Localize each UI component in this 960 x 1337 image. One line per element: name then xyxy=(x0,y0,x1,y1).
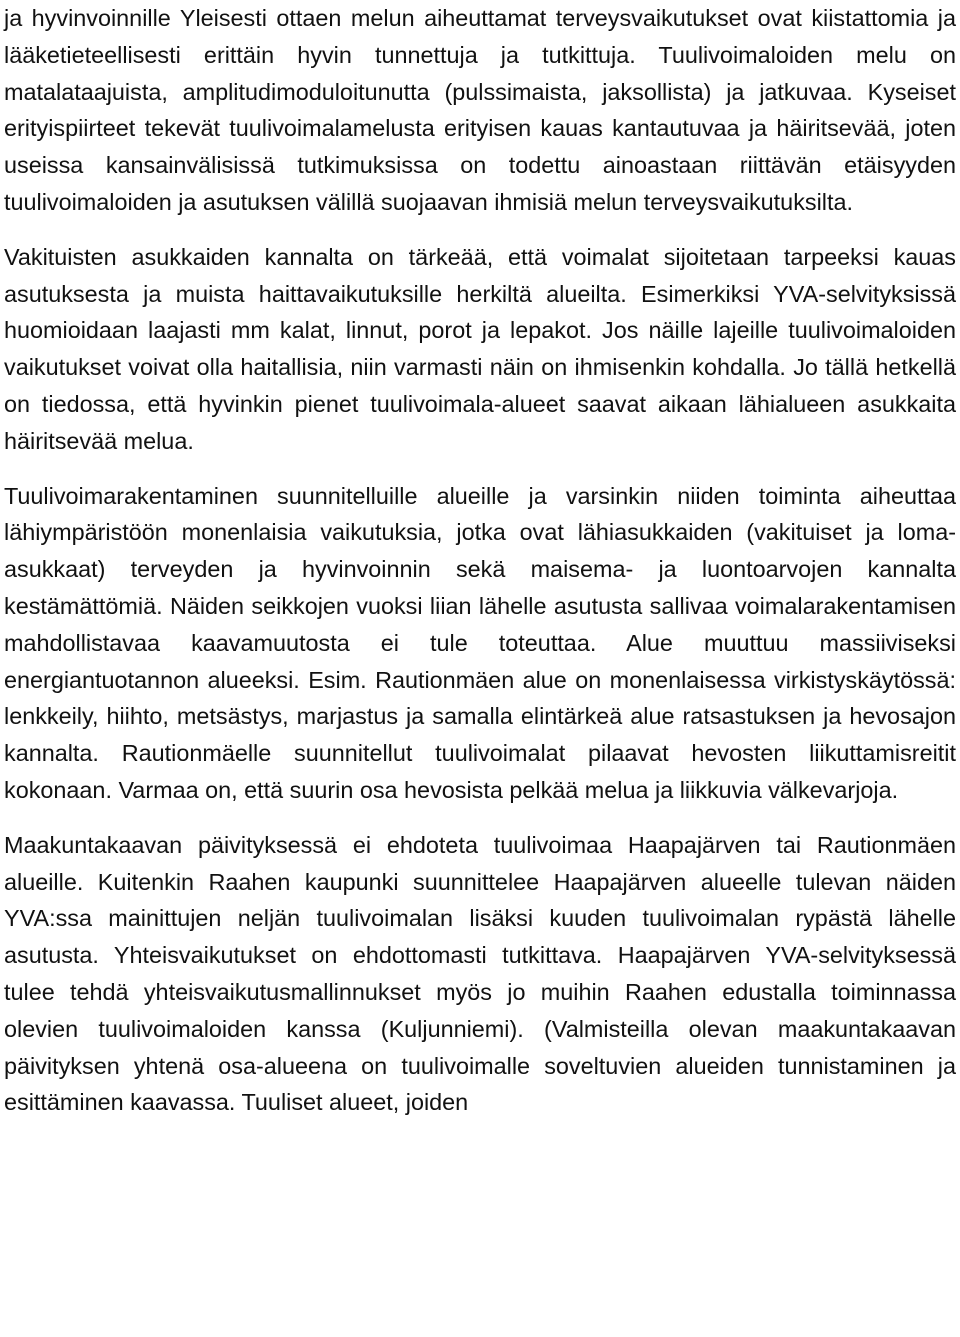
paragraph-health-effects: ja hyvinvoinnille Yleisesti ottaen melun aiheuttamat terveysvaikutukset ovat kiistattomia ja lääketieteellisesti erittäin hyvin tunnettuja ja tutkittuja. Tuulivoimaloiden melu on matalataajuista, amplitudimoduloitunutta (pulssimaista, jaksollista) ja jatkuvaa. Kyseiset erityispiirteet tekevät tuulivoimalamelusta erityisen kauas kantautuvaa ja häiritsevää, joten useissa kansainvälisissä tutkimuksissa on todettu ainoastaan riittävän etäisyyden tuulivoimaloiden ja asutuksen välillä suojaavan ihmisiä melun terveysvaikutuksilta. xyxy=(4,5,956,215)
paragraph-regional-plan: Maakuntakaavan päivityksessä ei ehdoteta tuulivoimaa Haapajärven tai Rautionmäen alueille. Kuitenkin Raahen kaupunki suunnittelee Haapajärven alueelle tulevan näiden YVA:ssa mainittujen neljän tuulivoimalan lisäksi kuuden tuulivoimalan rypästä lähelle asutusta. Yhteisvaikutukset on ehdottomasti tutkittava. Haapajärven YVA-selvityksessä tulee tehdä yhteisvaikutusmallinnukset myös jo muihin Raahen edustalla toiminnassa olevien tuulivoimaloiden kanssa (Kuljunniemi). (Valmisteilla olevan maakuntakaavan päivityksen yhtenä osa-alueena on tuulivoimalle soveltuvien alueiden tunnistaminen ja esittäminen kaavassa. Tuuliset alueet, joiden xyxy=(4,831,956,1116)
paragraph-construction-impacts: Tuulivoimarakentaminen suunnitelluille alueille ja varsinkin niiden toiminta aiheuttaa lähiympäristöön monenlaisia vaikutuksia, jotka ovat lähiasukkaiden (vakituiset ja loma-asukkaat) terveyden ja hyvinvoinnin sekä maisema- ja luontoarvojen kannalta kestämättömiä. Näiden seikkojen vuoksi liian lähelle asutusta sallivaa voimalarakentamisen mahdollistavaa kaavamuutosta ei tule toteuttaa. Alue muuttuu massiiviseksi energiantuotannon alueeksi. Esim. Rautionmäen alue on monenlaisessa virkistyskäytössä: lenkkeily, hiihto, metsästys, marjastus ja samalla elintärkeä alue ratsastuksen ja hevosajon kannalta. Rautionmäelle suunnitellut tuulivoimalat pilaavat hevosten liikuttamisreitit kokonaan. Varmaa on, että suurin osa hevosista pelkää melua ja liikkuvia välkevarjoja. xyxy=(4,482,956,803)
document-page xyxy=(4,0,956,1121)
paragraph-permanent-residents: Vakituisten asukkaiden kannalta on tärkeää, että voimalat sijoitetaan tarpeeksi kauas asutuksesta ja muista haittavaikutuksille herkiltä alueilta. Esimerkiksi YVA-selvityksissä huomioidaan laajasti mm kalat, linnut, porot ja lepakot. Jos näille lajeille tuulivoimaloiden vaikutukset voivat olla haitallisia, niin varmasti näin on ihmisenkin kohdalla. Jo tällä hetkellä on tiedossa, että hyvinkin pienet tuulivoimala-alueet saavat aikaan lähialueen asukkaita häiritsevää melua. xyxy=(4,243,956,454)
